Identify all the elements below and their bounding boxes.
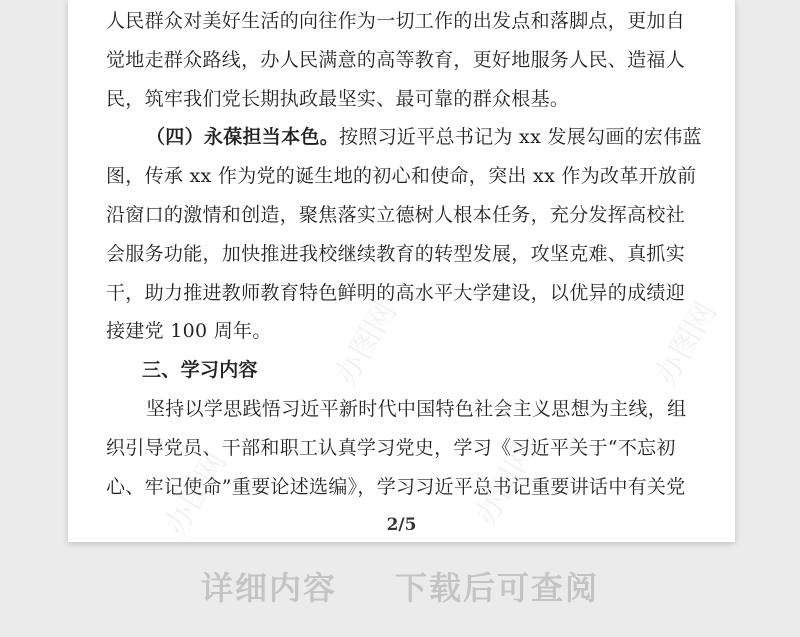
section4-first-line xyxy=(106,118,702,157)
section4-line-3: 沿窗口的激情和创造，聚焦落实立德树人根本任务，充分发挥高校社 xyxy=(106,203,686,226)
watermark: 办图网 xyxy=(328,296,404,392)
section4-first-rest: 按照习近平总书记为 xx 发展勾画的宏伟蓝 xyxy=(339,126,702,149)
watermark: 办图网 xyxy=(468,436,544,532)
watermark: 办图网 xyxy=(158,446,234,542)
section3-line-1: 坚持以学思践悟习近平新时代中国特色社会主义思想为主线，组 xyxy=(146,397,687,420)
text-line-2: 觉地走群众路线，办人民满意的高等教育，更好地服务人民、造福人 xyxy=(106,48,686,71)
section4-line-6: 接建党 100 周年。 xyxy=(106,320,272,343)
section4-line-4: 会服务功能，加快推进我校继续教育的转型发展，攻坚克难、真抓实 xyxy=(106,242,686,265)
document-body xyxy=(106,2,702,506)
section4-lead: （四）永葆担当本色。 xyxy=(146,126,340,149)
section4-line-2: 图，传承 xx 作为党的诞生地的初心和使命，突出 xx 作为改革开放前 xyxy=(106,165,697,188)
section4-line-5: 干，助力推进教师教育特色鲜明的高水平大学建设，以优异的成绩迎 xyxy=(106,281,686,304)
section3-line-3: 心、牢记使命”重要论述选编》，学习习近平总书记重要讲话中有关党 xyxy=(106,475,686,498)
document-page xyxy=(68,0,735,542)
footer-left-text: 详细内容 xyxy=(200,569,337,607)
text-line-1: 人民群众对美好生活的向往作为一切工作的出发点和落脚点，更加自 xyxy=(106,10,686,32)
page-number: 2/5 xyxy=(386,515,417,535)
section3-line-2: 织引导党员、干部和职工认真学习党史，学习《习近平关于“不忘初 xyxy=(106,436,676,459)
footer-right-text: 下载后可查阅 xyxy=(395,569,600,607)
text-line-3: 民，筑牢我们党长期执政最坚实、最可靠的群众根基。 xyxy=(106,87,570,110)
download-prompt-bar xyxy=(0,556,800,616)
watermark: 办图网 xyxy=(648,296,724,392)
section3-heading: 三、学习内容 xyxy=(142,359,258,382)
